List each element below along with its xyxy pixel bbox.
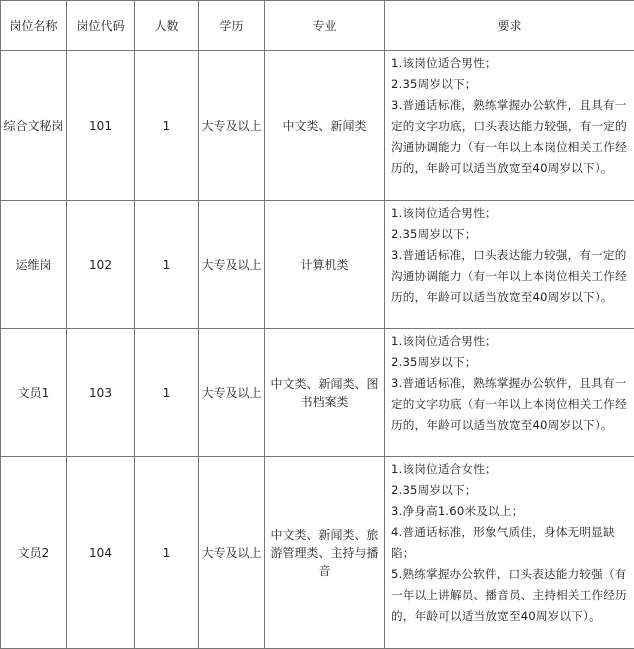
position-cell: 综合文秘岗 [1, 51, 67, 201]
requirement-line: 3.普通话标准，熟练掌握办公软件，且具有一定的文字功底，口头表达能力较强，有一定的沟通协调能力（有一年以上本岗位相关工作经历的，年龄可以适当放宽至40周岁以下）。 [391, 95, 630, 179]
education-cell: 大专及以上 [199, 51, 265, 201]
requirements-cell [385, 201, 634, 329]
requirement-line: 1.该岗位适合女性； [391, 459, 630, 480]
requirement-line: 4.普通话标准，形象气质佳，身体无明显缺陷； [391, 522, 630, 564]
major-cell: 中文类、新闻类、旅游管理类、主持与播音 [265, 457, 385, 649]
table-row [1, 329, 634, 457]
count-cell: 1 [135, 329, 199, 457]
major-cell: 计算机类 [265, 201, 385, 329]
header-major: 专业 [265, 1, 385, 51]
table-row [1, 51, 634, 201]
education-cell: 大专及以上 [199, 201, 265, 329]
table-header-row [1, 1, 634, 51]
position-cell: 文员1 [1, 329, 67, 457]
education-cell: 大专及以上 [199, 457, 265, 649]
header-count: 人数 [135, 1, 199, 51]
requirements-cell [385, 329, 634, 457]
major-cell: 中文类、新闻类、图书档案类 [265, 329, 385, 457]
requirements-cell [385, 457, 634, 649]
requirement-line: 2.35周岁以下； [391, 224, 630, 245]
header-requirements: 要求 [385, 1, 634, 51]
requirement-line: 3.普通话标准，熟练掌握办公软件，且具有一定的文字功底（有一年以上本岗位相关工作经历的，年龄可以适当放宽至40周岁以下）。 [391, 373, 630, 436]
requirement-line: 1.该岗位适合男性； [391, 53, 630, 74]
requirement-line: 2.35周岁以下； [391, 352, 630, 373]
requirement-line: 3.普通话标准，口头表达能力较强，有一定的沟通协调能力（有一年以上本岗位相关工作经历的，年龄可以适当放宽至40周岁以下）。 [391, 245, 630, 308]
requirement-line: 3.净身高1.60米及以上； [391, 501, 630, 522]
education-cell: 大专及以上 [199, 329, 265, 457]
requirement-line: 5.熟练掌握办公软件，口头表达能力较强（有一年以上讲解员、播音员、主持相关工作经历的，年龄可以适当放宽至40周岁以下）。 [391, 564, 630, 627]
code-cell: 103 [67, 329, 135, 457]
header-position: 岗位名称 [1, 1, 67, 51]
count-cell: 1 [135, 201, 199, 329]
requirement-line: 1.该岗位适合男性； [391, 203, 630, 224]
count-cell: 1 [135, 51, 199, 201]
code-cell: 104 [67, 457, 135, 649]
position-cell: 文员2 [1, 457, 67, 649]
requirement-line: 2.35周岁以下； [391, 480, 630, 501]
code-cell: 101 [67, 51, 135, 201]
count-cell: 1 [135, 457, 199, 649]
requirements-cell [385, 51, 634, 201]
position-cell: 运维岗 [1, 201, 67, 329]
major-cell: 中文类、新闻类 [265, 51, 385, 201]
requirement-line: 1.该岗位适合男性； [391, 331, 630, 352]
code-cell: 102 [67, 201, 135, 329]
header-code: 岗位代码 [67, 1, 135, 51]
table-row [1, 201, 634, 329]
table-row [1, 457, 634, 649]
header-education: 学历 [199, 1, 265, 51]
requirement-line: 2.35周岁以下； [391, 74, 630, 95]
